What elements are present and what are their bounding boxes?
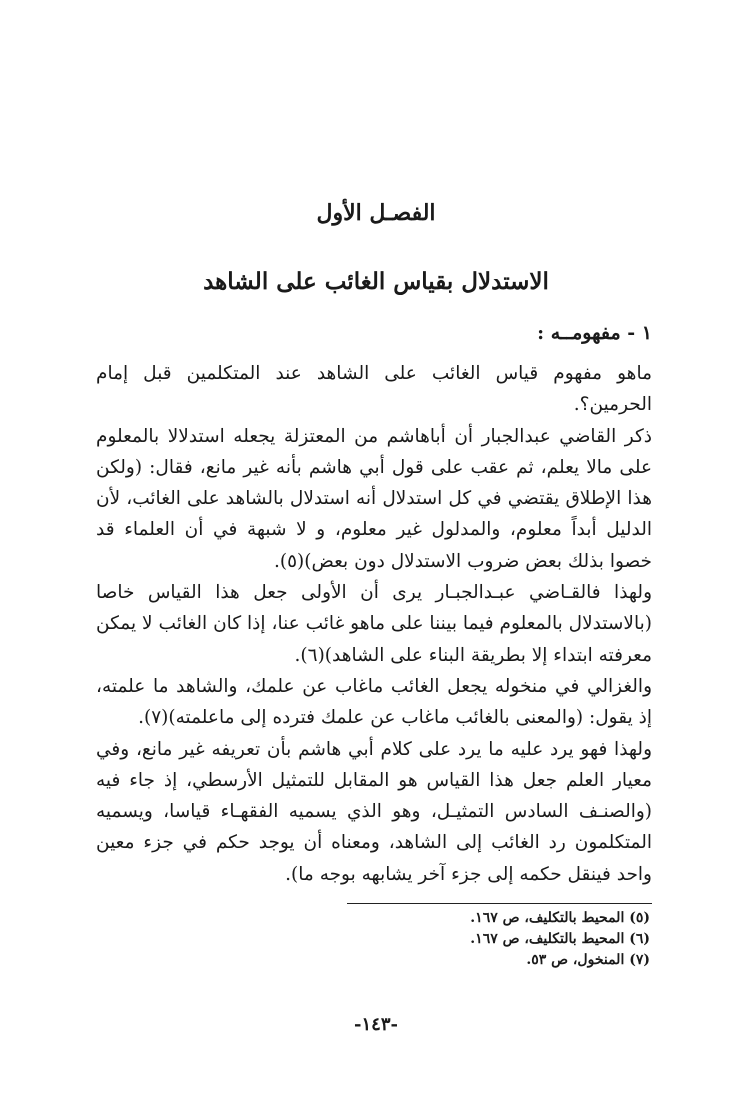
subsection-heading: ١ - مفهومــه : <box>537 322 652 344</box>
paragraph: ولهذا فالقـاضي عبـدالجبـار يرى أن الأولى جعل هذا القياس خاصا (بالاستدلال بالمعلوم فيما بيننا على ماهو غائب عنا، إذا كان الغائب لا يمكن معرفته ابتداء إلا بطريقة البناء على الشاهد)(٦). <box>96 582 652 666</box>
footnote: (٧) المنخول، ص ٥٣. <box>526 952 650 968</box>
footnote: (٥) المحيط بالتكليف، ص ١٦٧. <box>470 910 650 926</box>
paragraph: والغزالي في منخوله يجعل الغائب ماغاب عن علمك، والشاهد ما علمته، إذ يقول: (والمعنى بالغائب ماغاب عن علمك فترده إلى ماعلمته)(٧). <box>96 675 652 729</box>
section-title: الاستدلال بقياس الغائب على الشاهد <box>203 268 549 295</box>
page-number: -١٤٣- <box>354 1014 398 1035</box>
chapter-title: الفصـل الأول <box>316 200 436 226</box>
paragraph: ذكر القاضي عبدالجبار أن أباهاشم من المعتزلة يجعله استدلالا بالمعلوم على مالا يعلم، ثم عقب على قول أبي هاشم بأنه غير مانع، فقال: (ولكن هذا الإطلاق يقتضي في كل استدلال أنه استدلال بالشاهد على الغائب، لأن الدليل أبداً معلوم، والمدلول غير معلوم، و لا شبهة في أن العلماء قد خصوا بذلك بعض ضروب الاستدلال دون بعض)(٥). <box>96 425 652 572</box>
footnote-divider <box>347 903 652 904</box>
body-text <box>96 358 652 890</box>
paragraph: ولهذا فهو يرد عليه ما يرد على كلام أبي هاشم بأن تعريفه غير مانع، وفي معيار العلم جعل هذا القياس هو المقابل للتمثيل الأرسطي، إذ جاء فيه (والصنـف السادس التمثيـل، وهو الذي يسميه الفقهـاء قياسا، ويسميه المتكلمون رد الغائب إلى الشاهد، ومعناه أن يوجد حكم في جزء معين واحد فينقل حكمه إلى جزء آخر يشابهه بوجه ما). <box>96 738 652 885</box>
footnotes <box>470 908 650 971</box>
footnote: (٦) المحيط بالتكليف، ص ١٦٧. <box>470 931 650 947</box>
paragraph: ماهو مفهوم قياس الغائب على الشاهد عند المتكلمين قبل إمام الحرمين؟. <box>96 363 652 416</box>
